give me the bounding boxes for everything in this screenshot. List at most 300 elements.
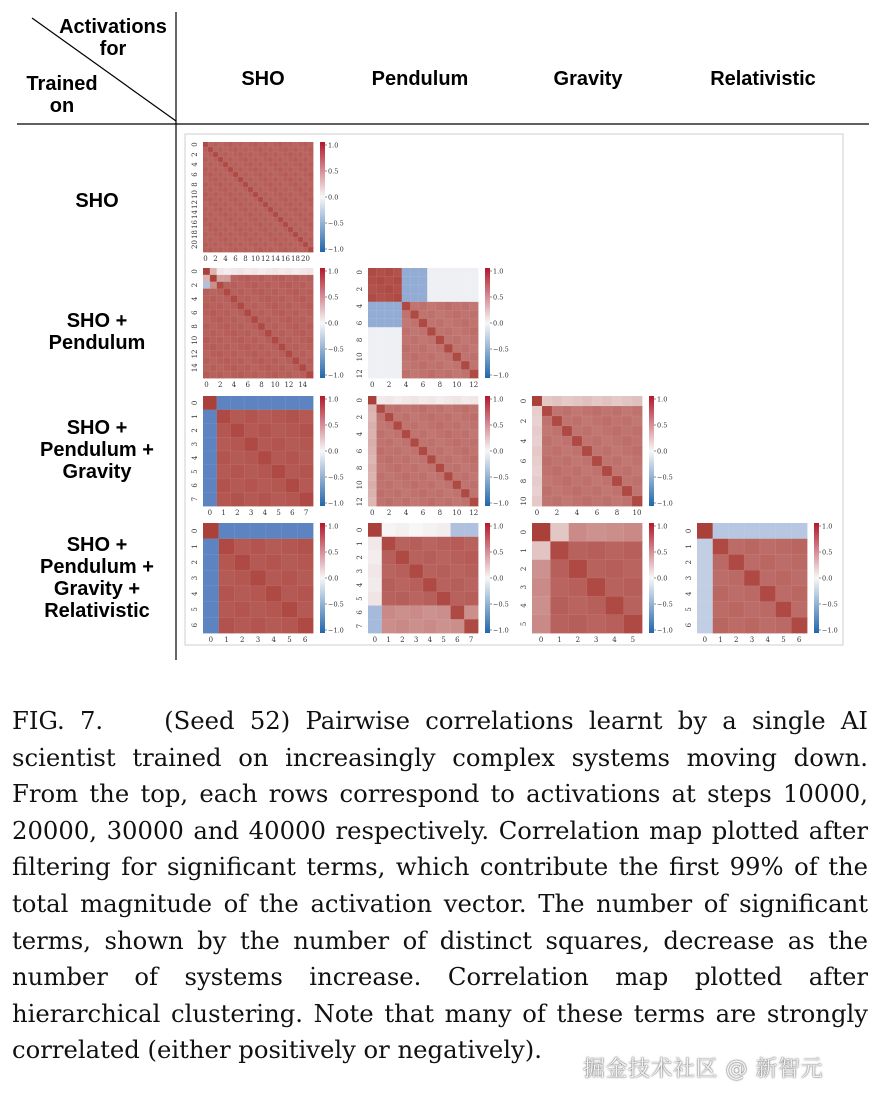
x-tick-label: 4 (262, 509, 268, 517)
heatmap-cell (451, 523, 465, 537)
x-tick-label: 0 (208, 636, 214, 644)
heatmap-cell (251, 344, 258, 351)
heatmap-cell (258, 222, 263, 227)
x-tick-label: 0 (369, 381, 375, 389)
heatmap-cell (248, 217, 253, 222)
heatmap-cell (248, 157, 253, 162)
heatmap-cell (208, 202, 213, 207)
y-tick-label: 6 (520, 458, 528, 464)
heatmap-cell (776, 570, 792, 586)
heatmap-cell (308, 212, 313, 217)
x-tick-label: 3 (593, 636, 599, 644)
heatmap-cell (728, 570, 744, 586)
x-tick-label: 4 (223, 255, 228, 263)
heatmap-cell (286, 364, 293, 371)
heatmap-cell (299, 282, 306, 289)
heatmap-cell (272, 437, 286, 451)
heatmap-cell (203, 147, 208, 152)
heatmap-cell (231, 451, 245, 465)
heatmap-cell (203, 323, 210, 330)
colorbar-tick-label: 0.0 (328, 319, 339, 328)
heatmap-cell (298, 222, 303, 227)
heatmap-cell (278, 227, 283, 232)
heatmap-cell (402, 447, 411, 456)
heatmap-cell (308, 177, 313, 182)
heatmap-cell (582, 496, 592, 506)
heatmap-cell (238, 222, 243, 227)
y-tick-label: 0 (356, 527, 364, 533)
heatmap-cell (283, 242, 288, 247)
heatmap-cell (542, 456, 552, 466)
heatmap-cell (697, 570, 713, 586)
y-tick-label: 3 (520, 584, 528, 590)
heatmap-cell (272, 351, 279, 358)
heatmap-cell (444, 430, 453, 439)
y-tick-label: 3 (191, 575, 199, 581)
heatmap-cell (210, 268, 217, 275)
heatmap-cell (402, 319, 411, 328)
heatmap-cell (427, 472, 436, 481)
heatmap-cell (208, 247, 213, 252)
heatmap-cell (263, 212, 268, 217)
heatmap-cell (210, 316, 217, 323)
x-tick-label: 4 (231, 381, 237, 389)
heatmap-cell (208, 237, 213, 242)
heatmap-cell (263, 197, 268, 202)
heatmap-cell (461, 336, 470, 345)
heatmap-cell (278, 222, 283, 227)
heatmap-cell (419, 310, 428, 319)
heatmap-cell (624, 615, 643, 634)
heatmap-cell (253, 222, 258, 227)
heatmap-cell (224, 275, 231, 282)
heatmap-cell (461, 472, 470, 481)
heatmap-cell (217, 330, 224, 337)
heatmap-cell (219, 617, 235, 633)
heatmap-cell (582, 486, 592, 496)
heatmap-cell (713, 570, 729, 586)
x-tick-label: 1 (224, 636, 229, 644)
heatmap-cell (436, 361, 445, 370)
heatmap-cell (217, 351, 224, 358)
heatmap-cell (444, 404, 453, 413)
heatmap-cell (713, 617, 729, 633)
x-tick-label: 0 (372, 636, 378, 644)
heatmap-cell (231, 309, 238, 316)
heatmap-cell (298, 232, 303, 237)
heatmap-cell (532, 436, 542, 446)
heatmap-cell (258, 302, 265, 309)
heatmap-cell (248, 197, 253, 202)
heatmap-cell (278, 177, 283, 182)
heatmap-cell (532, 615, 551, 634)
x-tick-label: 18 (291, 255, 300, 263)
x-tick-label: 6 (420, 509, 426, 517)
heatmap-cell (224, 330, 231, 337)
heatmap-cell (444, 344, 453, 353)
heatmap-cell (393, 302, 402, 311)
heatmap-cell (251, 316, 258, 323)
heatmap-cell (303, 147, 308, 152)
heatmap-cell (268, 207, 273, 212)
heatmap-cell (248, 177, 253, 182)
heatmap-cell (283, 142, 288, 147)
heatmap-cell (444, 489, 453, 498)
x-tick-label: 6 (594, 509, 600, 517)
heatmap-cell (248, 232, 253, 237)
heatmap-cell (368, 551, 382, 565)
y-tick-label: 0 (520, 398, 528, 404)
y-tick-label: 3 (356, 568, 364, 574)
heatmap-cell (436, 319, 445, 328)
heatmap-cell (402, 438, 411, 447)
heatmap-cell (234, 523, 250, 539)
heatmap-cell (376, 413, 385, 422)
heatmap-cell (776, 617, 792, 633)
heatmap-cell (248, 222, 253, 227)
heatmap-cell (210, 344, 217, 351)
heatmap-cell (368, 353, 377, 362)
heatmap-cell (223, 227, 228, 232)
colorbar-tick-label: 0.5 (493, 293, 504, 302)
colorbar-tick-label: 0.0 (328, 193, 339, 202)
heatmap-cell (238, 152, 243, 157)
heatmap-cell (423, 619, 437, 633)
heatmap-cell (569, 596, 588, 615)
heatmap-cell (582, 396, 592, 406)
heatmap-cell (278, 142, 283, 147)
heatmap-cell (233, 162, 238, 167)
heatmap-cell (402, 464, 411, 473)
heatmap-cell (436, 489, 445, 498)
heatmap-cell (233, 242, 238, 247)
x-tick-label: 14 (298, 381, 308, 389)
heatmap-cell (244, 344, 251, 351)
heatmap-cell (368, 472, 377, 481)
heatmap-cell (268, 162, 273, 167)
heatmap-cell (279, 309, 286, 316)
heatmap-cell (632, 466, 642, 476)
heatmap-cell (303, 177, 308, 182)
heatmap-cell (286, 479, 300, 493)
heatmap-cell (385, 327, 394, 336)
heatmap-cell (624, 560, 643, 579)
heatmap-cell (393, 404, 402, 413)
y-tick-label: 1 (520, 548, 528, 553)
heatmap-cell (461, 481, 470, 490)
heatmap-cell (243, 237, 248, 242)
heatmap-cell (308, 202, 313, 207)
heatmap-cell (612, 406, 622, 416)
heatmap-cell (562, 416, 572, 426)
heatmap-cell (376, 430, 385, 439)
heatmap-cell (224, 323, 231, 330)
heatmap-cell (243, 217, 248, 222)
y-tick-label: 6 (356, 320, 364, 326)
heatmap-cell (278, 182, 283, 187)
heatmap-cell (728, 602, 744, 618)
heatmap-cell (713, 523, 729, 539)
heatmap-cell (273, 227, 278, 232)
heatmap-cell (382, 606, 396, 620)
heatmap-cell (461, 498, 470, 507)
heatmap-cell (376, 464, 385, 473)
heatmap-cell (393, 276, 402, 285)
heatmap-cell (453, 464, 462, 473)
heatmap-cell (268, 202, 273, 207)
heatmap-cell (612, 436, 622, 446)
heatmap-cell (437, 606, 451, 620)
heatmap-cell (368, 537, 382, 551)
heatmap-cell (228, 162, 233, 167)
heatmap-cell (266, 554, 282, 570)
heatmap-cell (243, 207, 248, 212)
heatmap-cell (293, 202, 298, 207)
heatmap-cell (436, 293, 445, 302)
x-tick-label: 2 (386, 509, 392, 517)
heatmap-cell (791, 570, 807, 586)
heatmap-cell (231, 302, 238, 309)
heatmap-cell (244, 302, 251, 309)
y-tick-label: 6 (191, 310, 199, 315)
heatmap-cell (272, 275, 279, 282)
heatmap-cell (268, 217, 273, 222)
heatmap-cell (461, 293, 470, 302)
heatmap-cell (760, 554, 776, 570)
heatmap-cell (427, 498, 436, 507)
heatmap-cell (368, 319, 377, 328)
heatmap-cell (228, 202, 233, 207)
heatmap-cell (273, 207, 278, 212)
heatmap-cell (376, 481, 385, 490)
heatmap-cell (470, 336, 479, 345)
heatmap-cell (238, 197, 243, 202)
heatmap-cell (243, 177, 248, 182)
heatmap-cell (233, 232, 238, 237)
heatmap-cell (306, 323, 313, 330)
heatmap-cell (410, 413, 419, 422)
x-tick-label: 2 (386, 381, 392, 389)
heatmap-cell (219, 554, 235, 570)
heatmap-cell (308, 182, 313, 187)
heatmap-cell (263, 202, 268, 207)
heatmap-cell (223, 207, 228, 212)
heatmap-cell (248, 187, 253, 192)
heatmap-cell (550, 523, 569, 542)
heatmap-cell (542, 466, 552, 476)
heatmap-cell (258, 157, 263, 162)
heatmap-cell (217, 296, 224, 303)
heatmap-cell (273, 167, 278, 172)
heatmap-cell (258, 437, 272, 451)
heatmap-cell (248, 247, 253, 252)
heatmap-cell (286, 396, 300, 410)
heatmap-cell (258, 232, 263, 237)
heatmap-cell (697, 523, 713, 539)
heatmap-cell (283, 182, 288, 187)
heatmap-cell (283, 237, 288, 242)
heatmap-cell (602, 496, 612, 506)
heatmap-cell (258, 396, 272, 410)
x-tick-label: 3 (413, 636, 419, 644)
heatmap-cell (451, 578, 465, 592)
heatmap-cell (453, 498, 462, 507)
heatmap-cell (368, 592, 382, 606)
heatmap-cell (293, 162, 298, 167)
heatmap-cell (273, 217, 278, 222)
heatmap-cell (203, 282, 210, 289)
heatmap-cell (203, 152, 208, 157)
heatmap-cell (622, 416, 632, 426)
heatmap-cell (266, 570, 282, 586)
heatmap-cell (223, 237, 228, 242)
x-tick-label: 14 (271, 255, 280, 263)
heatmap-cell (258, 192, 263, 197)
heatmap-cell (436, 353, 445, 362)
heatmap-cell (258, 142, 263, 147)
heatmap-cell (532, 496, 542, 506)
y-tick-label: 2 (191, 428, 199, 433)
heatmap-cell (297, 554, 313, 570)
heatmap-cell (234, 602, 250, 618)
colorbar-tick-label: 0.0 (493, 447, 504, 456)
row-header-line: Pendulum + (40, 439, 154, 461)
heatmap-cell (223, 187, 228, 192)
heatmap-cell (299, 451, 313, 465)
heatmap-cell (268, 182, 273, 187)
heatmap-cell (385, 276, 394, 285)
heatmap-cell (268, 247, 273, 252)
heatmap-cell (299, 357, 306, 364)
heatmap-cell (251, 371, 258, 378)
heatmap-cell (251, 275, 258, 282)
heatmap-cell (203, 157, 208, 162)
heatmap-cell (385, 285, 394, 294)
heatmap-cell (453, 319, 462, 328)
heatmap-cell (272, 330, 279, 337)
heatmap-cell (396, 592, 410, 606)
y-tick-label: 4 (191, 591, 199, 596)
heatmap-cell (791, 586, 807, 602)
heatmap-cell (308, 152, 313, 157)
heatmap-cell (470, 413, 479, 422)
heatmap-cell (453, 396, 462, 405)
y-tick-label: 14 (191, 210, 199, 219)
heatmap-cell (612, 476, 622, 486)
heatmap-cell (444, 276, 453, 285)
heatmap-cell (282, 602, 298, 618)
heatmap-cell (776, 539, 792, 555)
heatmap-cell (278, 197, 283, 202)
heatmap-cell (258, 410, 272, 424)
heatmap-cell (244, 309, 251, 316)
heatmap-cell (203, 554, 219, 570)
heatmap-cell (233, 237, 238, 242)
heatmap-cell (376, 489, 385, 498)
heatmap-cell (292, 351, 299, 358)
heatmap-cell (303, 167, 308, 172)
heatmap-cell (385, 421, 394, 430)
heatmap-cell (299, 351, 306, 358)
heatmap-cell (419, 472, 428, 481)
heatmap-cell (223, 232, 228, 237)
heatmap-cell (217, 492, 231, 506)
heatmap-cell (253, 172, 258, 177)
heatmap-cell (288, 222, 293, 227)
heatmap-cell (272, 424, 286, 438)
heatmap-cell (297, 570, 313, 586)
heatmap-cell (461, 268, 470, 277)
heatmap-cell (376, 268, 385, 277)
heatmap-cell (402, 361, 411, 370)
heatmap-cell (444, 302, 453, 311)
heatmap-cell (299, 330, 306, 337)
heatmap-cell (283, 197, 288, 202)
heatmap-cell (258, 323, 265, 330)
heatmap-cell (258, 309, 265, 316)
heatmap-cell (273, 157, 278, 162)
colorbar-tick-label: −1.0 (493, 499, 509, 508)
heatmap-cell (427, 370, 436, 379)
heatmap-cell (602, 456, 612, 466)
colorbar-tick-label: −0.5 (328, 219, 344, 228)
heatmap-cell (292, 337, 299, 344)
heatmap-cell (217, 302, 224, 309)
heatmap-cell (244, 437, 258, 451)
heatmap-cell (461, 430, 470, 439)
heatmap-cell (470, 481, 479, 490)
heatmap-cell (306, 296, 313, 303)
heatmap-cell (213, 247, 218, 252)
y-tick-label: 4 (191, 162, 199, 167)
heatmap-cell (436, 472, 445, 481)
heatmap-cell (437, 578, 451, 592)
colorbar-tick-label: −1.0 (493, 626, 509, 635)
heatmap-cell (368, 455, 377, 464)
heatmap-cell (376, 327, 385, 336)
heatmap-cell (410, 319, 419, 328)
heatmap-cell (402, 285, 411, 294)
heatmap-cell (303, 242, 308, 247)
colorbar-tick-label: −1.0 (657, 626, 673, 635)
heatmap-cell (273, 242, 278, 247)
heatmap-cell (393, 361, 402, 370)
heatmap-cell (632, 406, 642, 416)
heatmap-cell (308, 227, 313, 232)
x-tick-label: 6 (796, 636, 802, 644)
heatmap-cell (444, 361, 453, 370)
heatmap-cell (728, 617, 744, 633)
row-header-line: SHO + (66, 534, 128, 556)
x-tick-label: 10 (452, 381, 462, 389)
heatmap-cell (244, 275, 251, 282)
colorbar-tick-label: −0.5 (328, 345, 344, 354)
heatmap-cell (293, 177, 298, 182)
heatmap-cell (572, 446, 582, 456)
x-tick-label: 6 (420, 381, 426, 389)
heatmap-cell (402, 472, 411, 481)
heatmap-cell (396, 551, 410, 565)
row-header-line: Pendulum + (40, 556, 154, 578)
heatmap-cell (282, 554, 298, 570)
heatmap-cell (368, 293, 377, 302)
row-header-line: SHO + (66, 417, 128, 439)
heatmap-cell (238, 162, 243, 167)
heatmap-cell (208, 147, 213, 152)
heatmap-cell (298, 172, 303, 177)
heatmap-cell (228, 232, 233, 237)
heatmap-cell (248, 162, 253, 167)
